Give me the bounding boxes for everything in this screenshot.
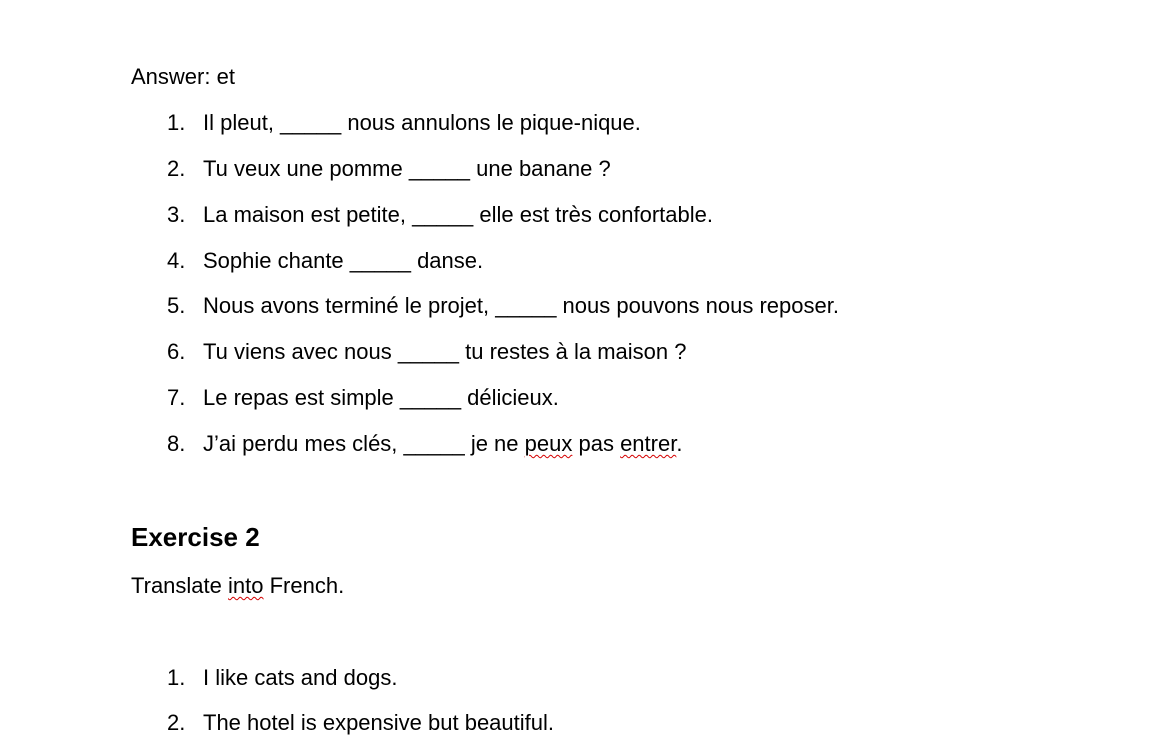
list-item-number: 3. — [167, 202, 186, 227]
list-item-text: Nous avons terminé le projet, _____ nous pouvons nous reposer. — [203, 293, 839, 318]
list-item-text: The hotel is expensive but beautiful. — [203, 710, 555, 735]
list-item-text — [203, 431, 682, 457]
spellcheck-word[interactable]: entrer — [620, 431, 677, 456]
text-segment: French. — [263, 573, 345, 598]
text-segment: Translate — [131, 573, 229, 598]
exercise2-instruction — [131, 573, 344, 599]
list-item-text: La maison est petite, _____ elle est très confortable. — [203, 202, 713, 227]
list-item-text: Le repas est simple _____ délicieux. — [203, 385, 559, 410]
list-item-number: 4. — [167, 248, 186, 273]
list-item-number: 5. — [167, 293, 186, 318]
list-item-number: 8. — [167, 431, 186, 456]
document-page — [131, 0, 1131, 738]
list-item-text: Il pleut, _____ nous annulons le pique-nique. — [203, 110, 641, 135]
list-item-number: 2. — [167, 710, 186, 735]
text-segment: J’ai perdu mes clés, _____ je ne — [203, 431, 525, 456]
list-item-text: I like cats and dogs. — [203, 665, 398, 690]
list-item-number: 7. — [167, 385, 186, 410]
answer-line: Answer: et — [131, 64, 235, 89]
exercise2-heading: Exercise 2 — [131, 522, 260, 552]
text-segment: . — [676, 431, 683, 456]
list-item-text: Sophie chante _____ danse. — [203, 248, 484, 273]
list-item-text: Tu viens avec nous _____ tu restes à la maison ? — [203, 339, 687, 364]
list-item-number: 2. — [167, 156, 186, 181]
text-segment: pas — [572, 431, 621, 456]
list-item-number: 6. — [167, 339, 186, 364]
list-item-number: 1. — [167, 110, 186, 135]
list-item-number: 1. — [167, 665, 186, 690]
list-item-text: Tu veux une pomme _____ une banane ? — [203, 156, 611, 181]
spellcheck-word[interactable]: peux — [524, 431, 573, 456]
spellcheck-word[interactable]: into — [228, 573, 264, 598]
